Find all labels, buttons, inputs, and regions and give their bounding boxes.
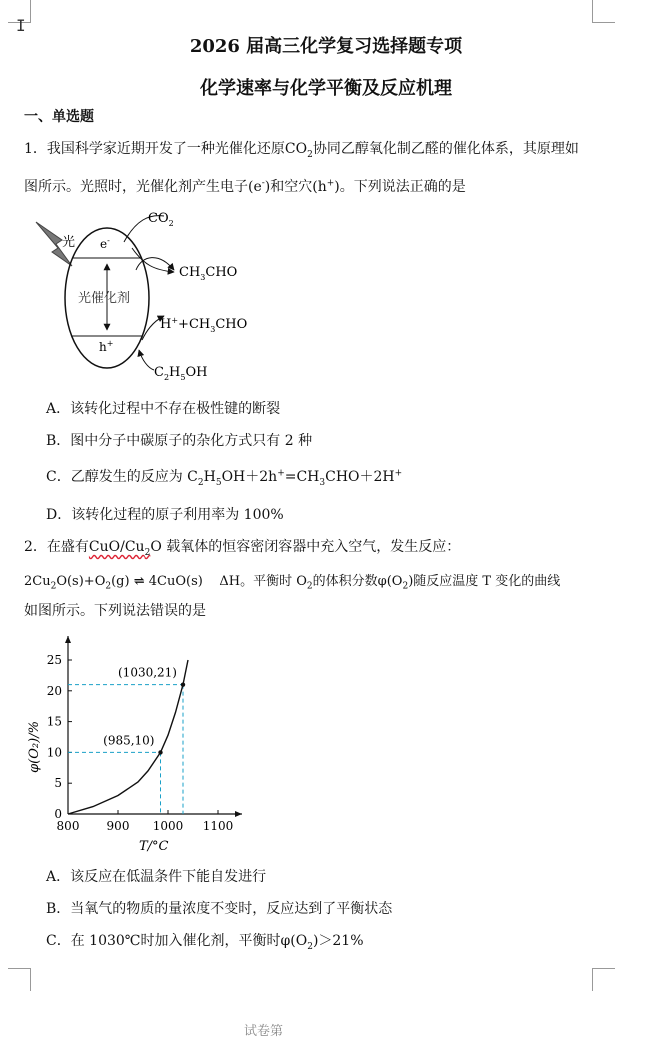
c2h5oh-label: $C_2H_5OH$ — [154, 365, 208, 382]
q1-option-a[interactable]: A．该转化过程中不存在极性键的断裂 — [46, 401, 281, 417]
q2-option-c[interactable]: C．在 1030℃时加入催化剂，平衡时$\varphi(O_2)>21\%$ — [46, 933, 364, 952]
y-tick-label: 0 — [54, 807, 62, 821]
q1-option-c[interactable]: C．乙醇发生的反应为 $C_2H_5OH+2h^+=CH_3CHO+2H^+$ — [46, 468, 403, 488]
q2-option-b[interactable]: B．当氧气的物质的量浓度不变时，反应达到了平衡状态 — [46, 901, 393, 917]
y-tick-label: 25 — [46, 653, 62, 667]
light-label: 光 — [62, 235, 76, 250]
q1-stem-line2: 图所示。光照时，光催化剂产生电子(e-)和空穴(h+)。下列说法正确的是 — [24, 178, 466, 195]
text-cursor-icon: I — [16, 16, 26, 35]
y-tick-label: 15 — [46, 714, 62, 729]
q1-stem-line1: 1．我国科学家近期开发了一种光催化还原$CO_2$协同乙醇氧化制乙醛的催化体系，其原理如 — [24, 141, 579, 160]
section-heading: 一、单选题 — [24, 109, 94, 125]
point-label: (985,10) — [103, 733, 155, 748]
x-axis-label: T/°C — [139, 839, 169, 854]
electron-label: e- — [100, 236, 110, 251]
equilibrium-arrow-icon: ⇌ — [133, 574, 145, 589]
q2-option-a[interactable]: A．该反应在低温条件下能自发进行 — [46, 869, 267, 885]
x-tick-label: 800 — [56, 819, 80, 833]
q2-equation-line: $2Cu_2O(s)+O_2(g)$ ⇌ 4CuO(s) ΔH。平衡时 $O_2$的体积分数$\varphi(O_2)$随反应温度 T 变化的曲线 — [24, 574, 561, 592]
point-label: (1030,21) — [118, 665, 177, 680]
y-tick-label: 5 — [54, 776, 62, 791]
y-axis-label: φ(O₂)/% — [27, 721, 42, 773]
x-tick-label: 1000 — [152, 819, 184, 833]
ch3cho-label: $CH_3CHO$ — [179, 265, 238, 282]
y-tick-label: 20 — [46, 683, 62, 698]
corner-mark-bottom-right — [592, 968, 615, 991]
x-tick-label: 1100 — [202, 819, 234, 833]
page-subtitle: 化学速率与化学平衡及反应机理 — [200, 78, 452, 99]
q2-stem-line1: 2．在盛有CuO/$Cu_2O$ 载氧体的恒容密闭容器中充入空气，发生反应： — [24, 539, 461, 558]
q2-stem-line3: 如图所示。下列说法错误的是 — [24, 603, 206, 619]
page-footer: 试卷第 — [244, 1024, 284, 1039]
hole-label: h+ — [99, 339, 114, 354]
q1-option-b[interactable]: B．图中分子中碳原子的杂化方式只有 2 种 — [46, 433, 313, 449]
x-tick-label: 900 — [106, 819, 130, 833]
data-point — [181, 682, 185, 686]
corner-mark-top-right — [592, 0, 615, 23]
y-axis-arrow — [65, 636, 71, 643]
corner-mark-bottom-left — [8, 968, 31, 991]
co2-label: $CO_2$ — [148, 211, 174, 228]
q1-photocatalyst-diagram — [24, 200, 264, 390]
y-tick-label: 10 — [46, 745, 62, 760]
data-point — [158, 750, 162, 754]
q1-option-d[interactable]: D．该转化过程的原子利用率为 100% — [46, 507, 284, 523]
x-axis-arrow — [235, 811, 242, 817]
page-title: 2026 届高三化学复习选择题专项 — [189, 36, 463, 57]
h-ch3cho-label: $H^++CH_3CHO$ — [160, 316, 248, 334]
q2-chart — [24, 630, 254, 860]
catalyst-label: 光催化剂 — [78, 291, 131, 306]
spellcheck-underline: CuO/$Cu_2$ — [88, 539, 151, 558]
